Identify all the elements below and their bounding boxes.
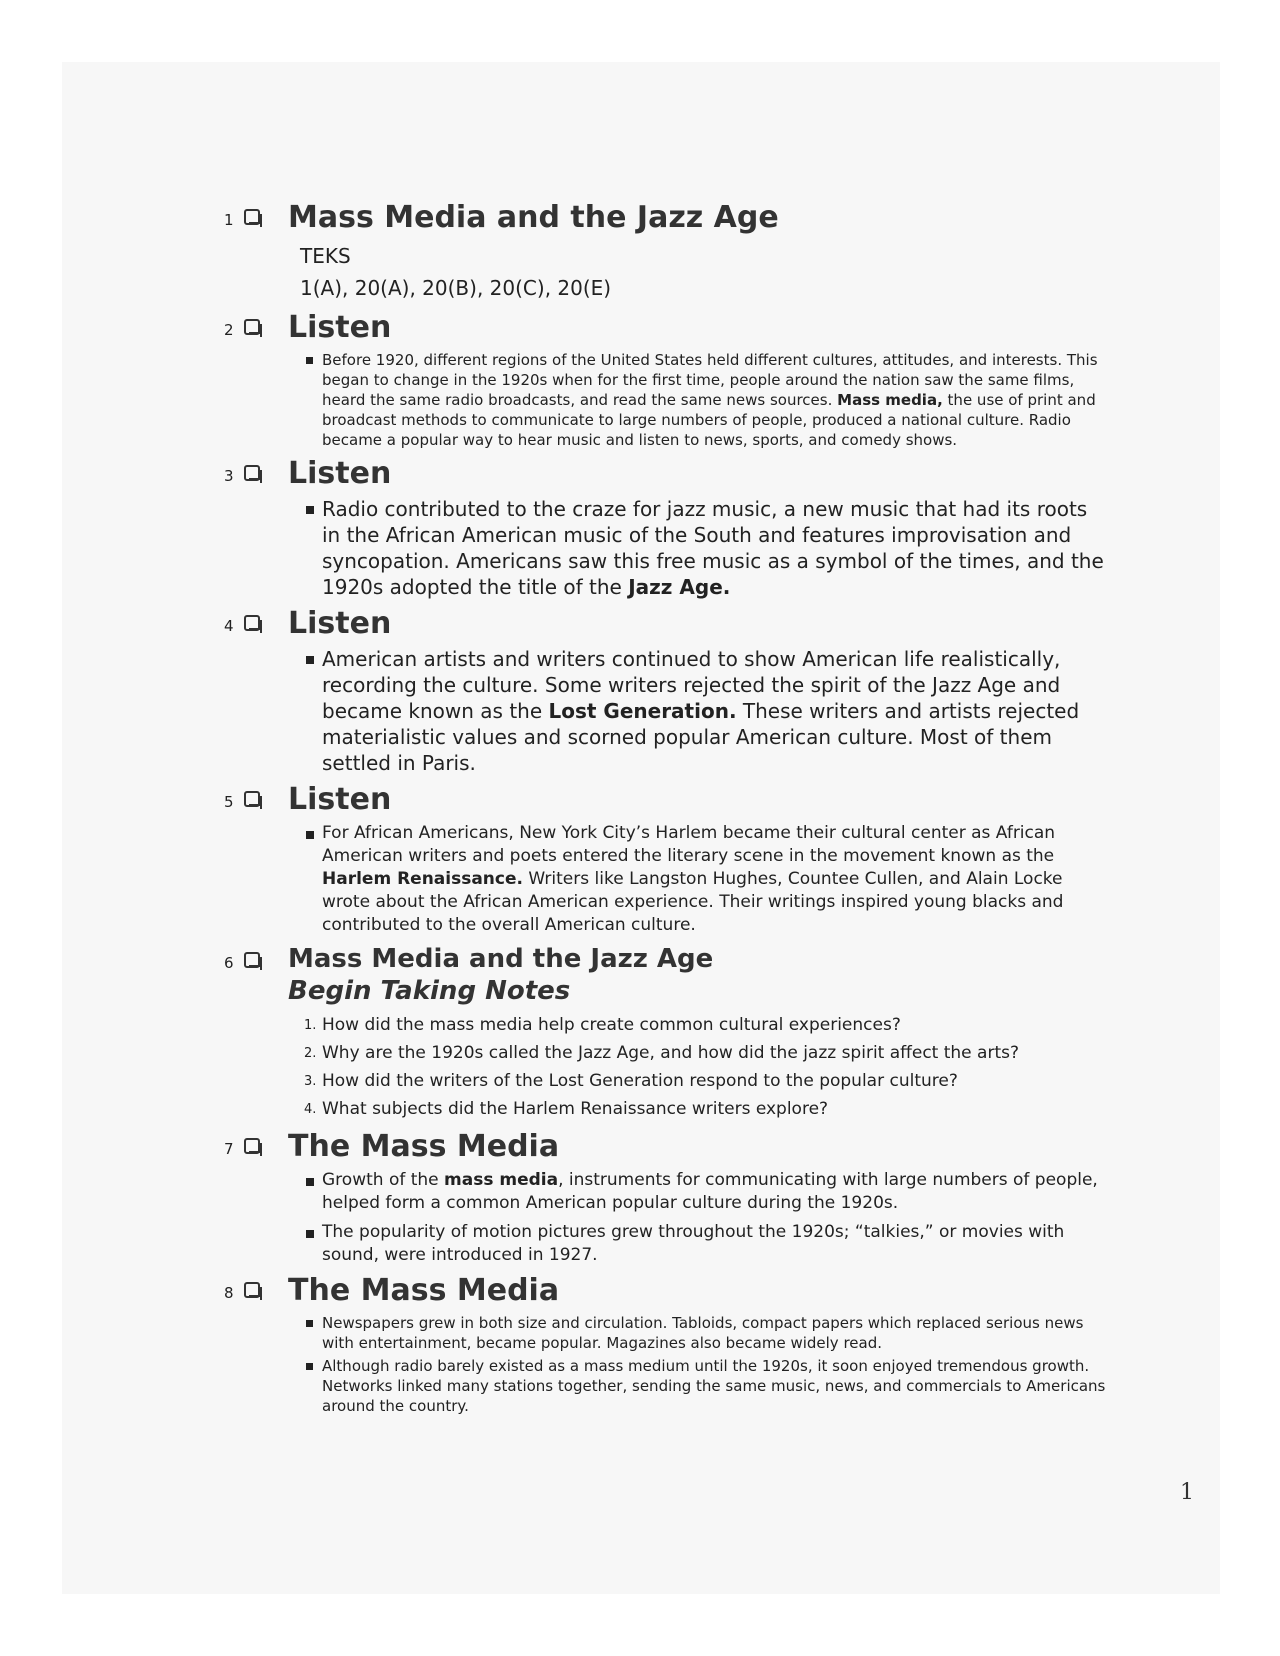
bullet-item: For African Americans, New York City’s Harlem became their cultural center as African American writers and poets entered the literary scene in the movement known as the Harlem Renaissance. Writers like Langston Hughes, Countee Cullen, and Alain Locke wrote about the African American experience. Their writings inspired young blacks and contributed to the overall American culture. bbox=[304, 822, 1110, 937]
slide-title: Listen bbox=[288, 782, 392, 817]
slide-thumbnail-icon bbox=[244, 791, 260, 807]
slide-title: Listen bbox=[288, 456, 392, 491]
slide-number: 8 bbox=[224, 1284, 234, 1302]
bullet-item: Newspapers grew in both size and circulation. Tabloids, compact papers which replaced serious news with entertainment, became popular. Magazines also became widely read. bbox=[304, 1313, 1110, 1353]
bullet-item: Radio contributed to the craze for jazz music, a new music that had its roots in the African American music of the South and features improvisation and syncopation. Americans saw this free music as a symbol of the times, and the 1920s adopted the title of the Jazz Age. bbox=[304, 496, 1110, 600]
slide-6 bbox=[224, 943, 1110, 1123]
slide-number: 7 bbox=[224, 1140, 234, 1158]
slide-number: 2 bbox=[224, 321, 234, 339]
slide-5 bbox=[224, 782, 1110, 937]
slide-number: 1 bbox=[224, 211, 234, 229]
slide-4 bbox=[224, 606, 1110, 776]
slide-thumbnail-icon bbox=[244, 615, 260, 631]
question-item: 1. How did the mass media help create common cultural experiences? bbox=[304, 1015, 901, 1035]
slide-number: 5 bbox=[224, 793, 234, 811]
slide-1 bbox=[224, 200, 1110, 304]
bullet-item: American artists and writers continued to show American life realistically, recording the culture. Some writers rejected the spirit of the Jazz Age and became known as the Lost Generation. These writers and artists rejected materialistic values and scorned popular American culture. Most of them settled in Paris. bbox=[304, 646, 1110, 776]
slide-title: Mass Media and the Jazz Age bbox=[288, 200, 779, 235]
slide-3 bbox=[224, 456, 1110, 600]
slide-title: Listen bbox=[288, 310, 392, 345]
bullet-item: Although radio barely existed as a mass medium until the 1920s, it soon enjoyed tremendous growth. Networks linked many stations together, sending the same music, news, and commercials to Americans around the country. bbox=[304, 1356, 1110, 1416]
bullet-item: The popularity of motion pictures grew throughout the 1920s; “talkies,” or movies with sound, were introduced in 1927. bbox=[304, 1221, 1110, 1267]
slide-thumbnail-icon bbox=[244, 1282, 260, 1298]
slide-number: 4 bbox=[224, 617, 234, 635]
slide-8 bbox=[224, 1273, 1110, 1416]
slide-number: 6 bbox=[224, 954, 234, 972]
slide-title: Listen bbox=[288, 606, 392, 641]
slide-thumbnail-icon bbox=[244, 209, 260, 225]
slide-7 bbox=[224, 1129, 1110, 1267]
teks-codes: 1(A), 20(A), 20(B), 20(C), 20(E) bbox=[300, 276, 612, 300]
question-item: 2. Why are the 1920s called the Jazz Age, and how did the jazz spirit affect the arts? bbox=[304, 1043, 1019, 1063]
slide-number: 3 bbox=[224, 467, 234, 485]
page-number: 1 bbox=[1180, 1480, 1194, 1505]
slide-thumbnail-icon bbox=[244, 465, 260, 481]
teks-label: TEKS bbox=[300, 244, 351, 268]
question-item: 3. How did the writers of the Lost Generation respond to the popular culture? bbox=[304, 1071, 958, 1091]
slide-title: The Mass Media bbox=[288, 1129, 560, 1164]
slide-thumbnail-icon bbox=[244, 319, 260, 335]
slide-title: The Mass Media bbox=[288, 1273, 560, 1308]
slide-title: Mass Media and the Jazz Age bbox=[288, 944, 714, 974]
slide-2 bbox=[224, 310, 1110, 450]
slide-thumbnail-icon bbox=[244, 1138, 260, 1154]
bullet-item: Before 1920, different regions of the United States held different cultures, attitudes, and interests. This began to change in the 1920s when for the first time, people around the nation saw the same films, heard the same radio broadcasts, and read the same news sources. Mass media, the use of print and broadcast methods to communicate to large numbers of people, produced a national culture. Radio became a popular way to hear music and listen to news, sports, and comedy shows. bbox=[304, 350, 1110, 450]
slide-subtitle: Begin Taking Notes bbox=[288, 976, 571, 1006]
slide-thumbnail-icon bbox=[244, 952, 260, 968]
bullet-item: Growth of the mass media, instruments for communicating with large numbers of people, helped form a common American popular culture during the 1920s. bbox=[304, 1169, 1110, 1215]
notes-content bbox=[224, 200, 1110, 1416]
question-item: 4. What subjects did the Harlem Renaissance writers explore? bbox=[304, 1099, 829, 1119]
